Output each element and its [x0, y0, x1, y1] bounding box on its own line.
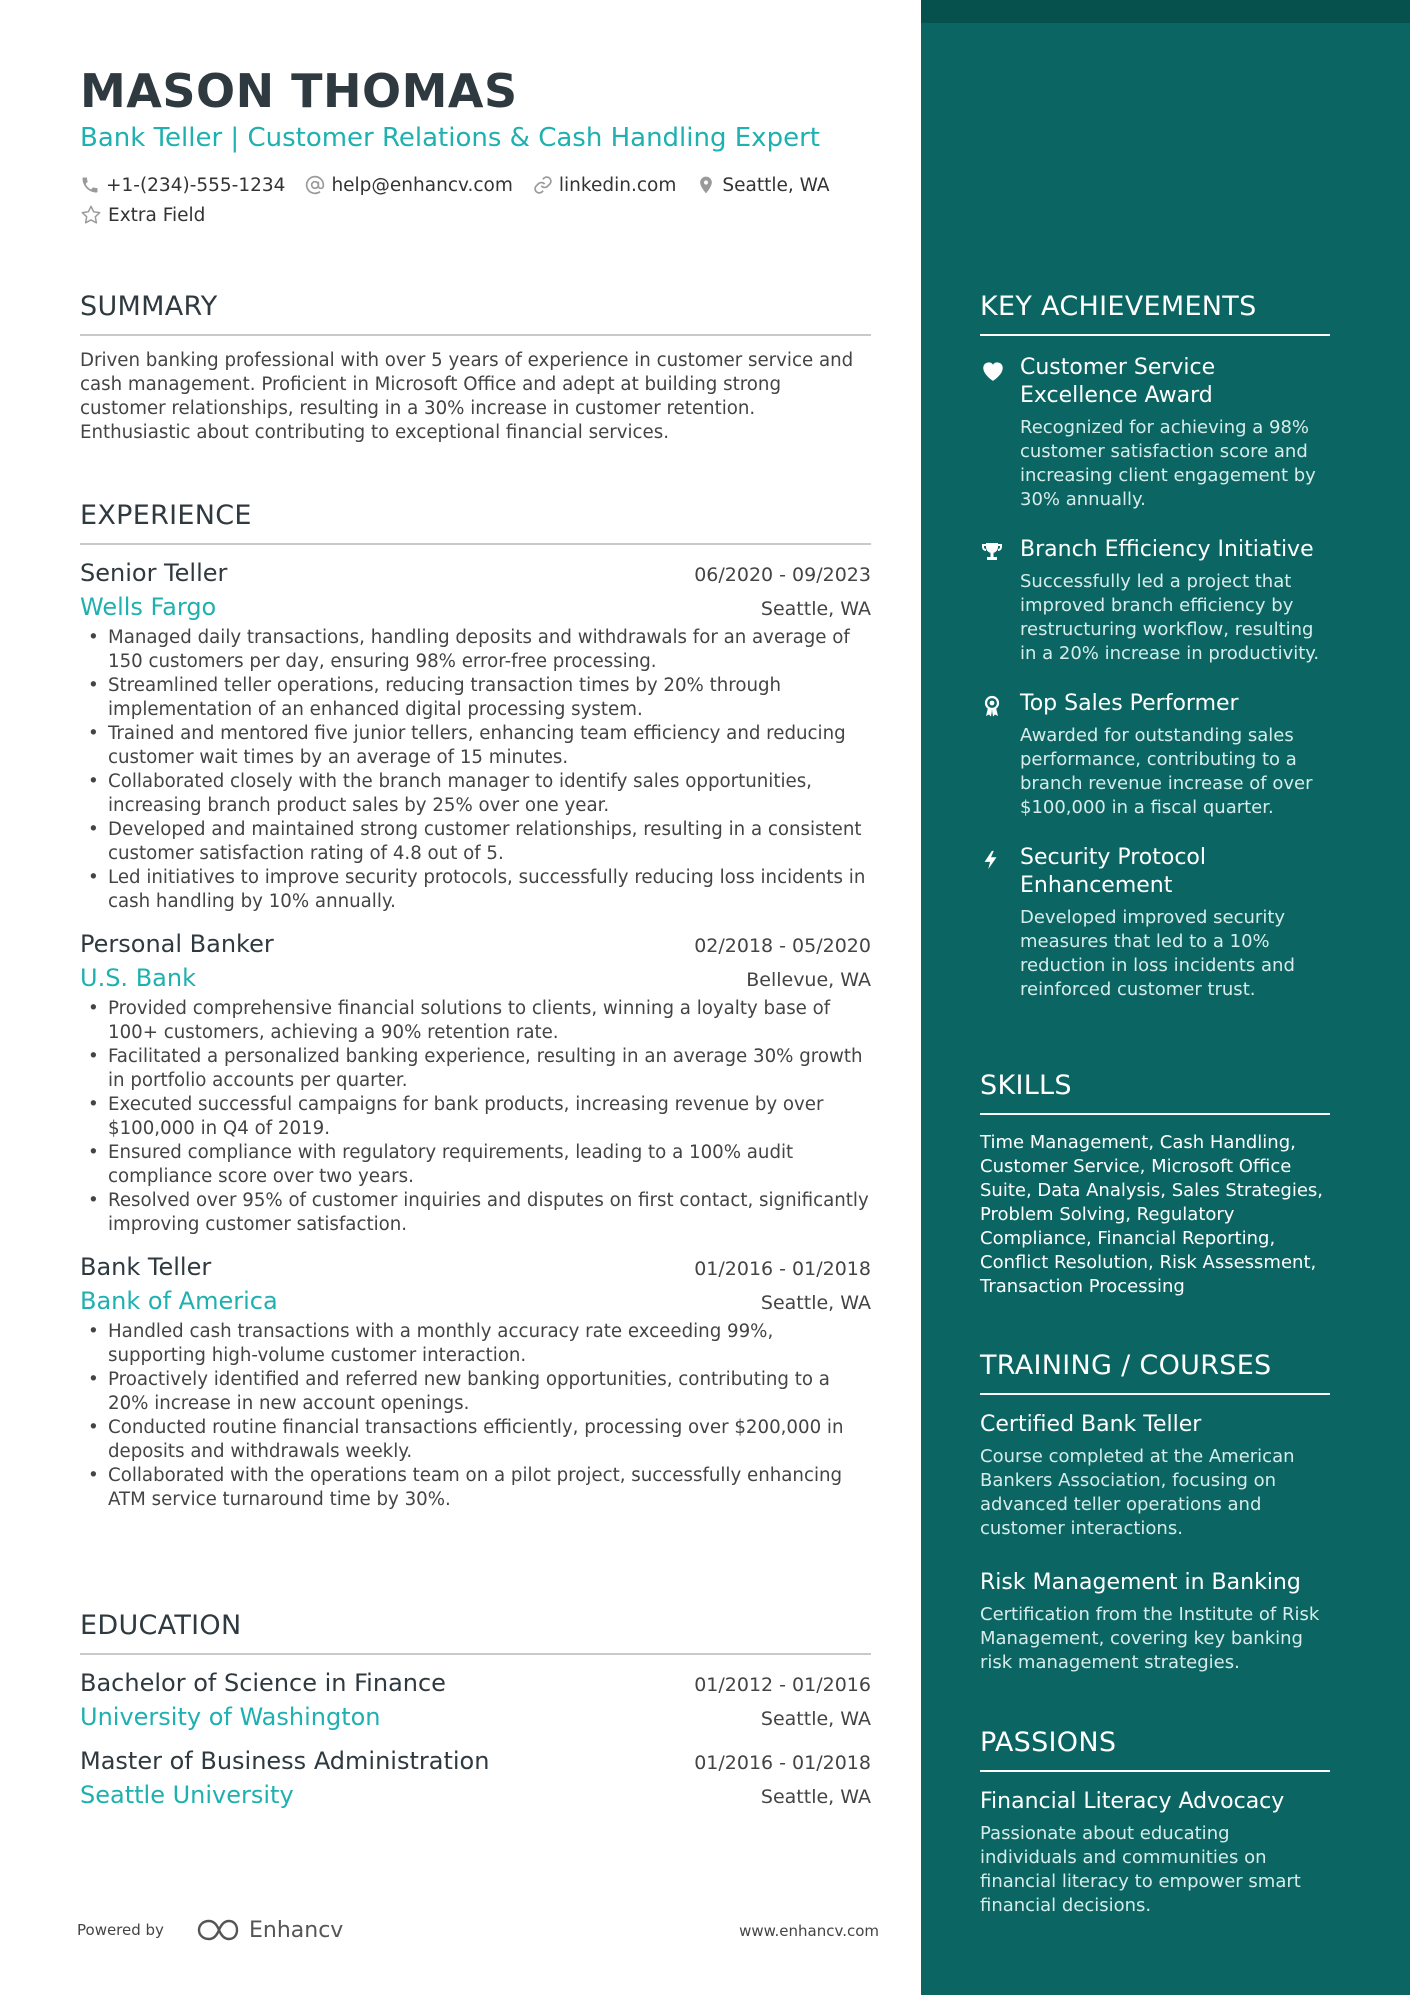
achievement-item: [980, 536, 1330, 666]
company-name[interactable]: Wells Fargo: [80, 593, 217, 621]
lightning-bolt-icon: [980, 848, 1002, 872]
education-location: Seattle, WA: [760, 1708, 871, 1730]
degree-title: Master of Business Administration: [80, 1747, 490, 1775]
passions-heading: PASSIONS: [980, 1727, 1117, 1758]
school-name[interactable]: University of Washington: [80, 1703, 381, 1731]
award-ribbon-icon: [980, 694, 1004, 718]
bullet-item: • Handled cash transactions with a monthly accuracy rate exceeding 99%, supporting high-volume customer interaction.: [80, 1320, 871, 1368]
summary-heading: SUMMARY: [80, 291, 218, 322]
achievement-title: Top Sales Performer: [1020, 691, 1239, 716]
company-name[interactable]: U.S. Bank: [80, 964, 196, 992]
enhancv-logo-icon: [195, 1917, 241, 1943]
bullet-item: • Conducted routine financial transactions efficiently, processing over $200,000 in deposits and withdrawals weekly.: [80, 1416, 871, 1464]
phone-icon: [80, 175, 100, 195]
achievement-item: [980, 354, 1330, 512]
course-title: Risk Management in Banking: [980, 1570, 1301, 1595]
education-dates: 01/2012 - 01/2016: [694, 1674, 871, 1696]
job-entry: [80, 559, 871, 914]
bullet-item: • Facilitated a personalized banking experience, resulting in an average 30% growth in portfolio accounts per quarter.: [80, 1045, 871, 1093]
star-icon: [80, 204, 102, 226]
section-divider: [980, 1113, 1330, 1115]
brand-name: Enhancv: [249, 1917, 344, 1943]
passion-desc: Passionate about educating individuals and communities on financial literacy to empower smart financial decisions.: [980, 1823, 1301, 1916]
course-desc: Course completed at the American Bankers Association, focusing on advanced teller operations and customer interactions.: [980, 1446, 1295, 1539]
section-divider: [80, 1653, 871, 1655]
job-title: Bank Teller: [80, 1253, 212, 1281]
experience-section: [80, 500, 871, 1512]
contact-link[interactable]: [533, 175, 676, 196]
course-item: [980, 1411, 1330, 1541]
location-pin-icon: [696, 175, 716, 195]
candidate-name: MASON THOMAS: [80, 64, 518, 118]
job-bullets: [80, 1320, 871, 1512]
job-dates: 06/2020 - 09/2023: [694, 564, 871, 586]
at-sign-icon: [305, 175, 325, 195]
job-bullets: [80, 997, 871, 1237]
education-entry: [80, 1669, 871, 1731]
course-item: [980, 1569, 1330, 1675]
training-section: [980, 1350, 1330, 1675]
school-name[interactable]: Seattle University: [80, 1781, 294, 1809]
bullet-item: • Provided comprehensive financial solutions to clients, winning a loyalty base of 100+ customers, achieving a 90% retention rate.: [80, 997, 871, 1045]
achievement-desc: Successfully led a project that improved branch efficiency by restructuring workflow, resulting in a 20% increase in productivity.: [1020, 571, 1320, 664]
achievement-title: Branch Efficiency Initiative: [1020, 537, 1314, 562]
job-entry: [80, 1253, 871, 1512]
powered-by-label: Powered by: [77, 1921, 164, 1939]
job-dates: 01/2016 - 01/2018: [694, 1258, 871, 1280]
bullet-item: • Resolved over 95% of customer inquiries and disputes on first contact, significantly improving customer satisfaction.: [80, 1189, 871, 1237]
job-title: Personal Banker: [80, 930, 274, 958]
trophy-icon: [980, 540, 1004, 564]
enhancv-logo[interactable]: [195, 1917, 343, 1943]
contact-info: [80, 172, 871, 232]
headline: Bank Teller | Customer Relations & Cash Handling Expert: [80, 123, 820, 153]
passion-title: Financial Literacy Advocacy: [980, 1789, 1285, 1814]
course-title: Certified Bank Teller: [980, 1412, 1202, 1437]
section-divider: [980, 334, 1330, 336]
training-heading: TRAINING / COURSES: [980, 1350, 1272, 1381]
skills-section: [980, 1070, 1330, 1299]
section-divider: [80, 334, 871, 336]
link-icon: [533, 175, 553, 195]
section-divider: [980, 1393, 1330, 1395]
extra-field-text: Extra Field: [108, 204, 206, 226]
section-divider: [80, 543, 871, 545]
sidebar: [921, 0, 1410, 1995]
job-location: Seattle, WA: [760, 1292, 871, 1314]
achievement-desc: Developed improved security measures that led to a 10% reduction in loss incidents and reinforced customer trust.: [1020, 907, 1295, 1000]
bullet-item: • Developed and maintained strong customer relationships, resulting in a consistent customer satisfaction rating of 4.8 out of 5.: [80, 818, 871, 866]
job-bullets: [80, 626, 871, 914]
bullet-item: • Collaborated with the operations team on a pilot project, successfully enhancing ATM service turnaround time by 30%.: [80, 1464, 871, 1512]
bullet-item: • Proactively identified and referred new banking opportunities, contributing to a 20% increase in new account openings.: [80, 1368, 871, 1416]
job-location: Seattle, WA: [760, 598, 871, 620]
skills-heading: SKILLS: [980, 1070, 1072, 1101]
education-entry: [80, 1747, 871, 1809]
passion-item: [980, 1788, 1330, 1918]
education-section: [80, 1610, 871, 1809]
achievements-heading: KEY ACHIEVEMENTS: [980, 291, 1257, 322]
education-heading: EDUCATION: [80, 1610, 242, 1641]
bullet-item: • Ensured compliance with regulatory requirements, leading to a 100% audit compliance score over two years.: [80, 1141, 871, 1189]
footer: [77, 1917, 879, 1947]
section-divider: [980, 1770, 1330, 1772]
summary-text: Driven banking professional with over 5 years of experience in customer service and cash management. Proficient in Microsoft Office and adept at building strong customer relationships, resulting in a 30% increase in customer retention. Enthusiastic about contributing to exceptional financial services.: [80, 350, 854, 443]
experience-heading: EXPERIENCE: [80, 500, 252, 531]
job-entry: [80, 930, 871, 1237]
bullet-item: • Streamlined teller operations, reducing transaction times by 20% through implementation of an enhanced digital processing system.: [80, 674, 871, 722]
contact-phone[interactable]: [80, 175, 285, 196]
email-text: help@enhancv.com: [331, 174, 513, 196]
contact-location: [696, 175, 829, 196]
link-text: linkedin.com: [558, 174, 677, 196]
location-text: Seattle, WA: [722, 174, 830, 196]
contact-extra: [80, 204, 205, 226]
website-link[interactable]: www.enhancv.com: [739, 1922, 879, 1940]
job-dates: 02/2018 - 05/2020: [694, 935, 871, 957]
course-desc: Certification from the Institute of Risk Management, covering key banking risk management strategies.: [980, 1604, 1320, 1673]
bullet-item: • Managed daily transactions, handling deposits and withdrawals for an average of 150 customers per day, ensuring 98% error-free processing.: [80, 626, 871, 674]
job-title: Senior Teller: [80, 559, 228, 587]
achievement-desc: Awarded for outstanding sales performance, contributing to a branch revenue increase of over $100,000 in a fiscal quarter.: [1020, 725, 1313, 818]
achievements-section: [980, 291, 1330, 1002]
summary-section: [80, 291, 871, 445]
achievement-desc: Recognized for achieving a 98% customer satisfaction score and increasing client engagement by 30% annually.: [1020, 417, 1316, 510]
job-location: Bellevue, WA: [746, 969, 871, 991]
bullet-item: • Led initiatives to improve security protocols, successfully reducing loss incidents in cash handling by 10% annually.: [80, 866, 871, 914]
achievement-item: [980, 844, 1330, 1002]
skills-list: Time Management, Cash Handling, Customer Service, Microsoft Office Suite, Data Analysis, Sales Strategies, Problem Solving, Regulatory Compliance, Financial Reporting, Conflict Resolution, Risk Assessment, Transaction Processing: [980, 1132, 1323, 1297]
bullet-item: • Trained and mentored five junior tellers, enhancing team efficiency and reducing customer wait times by an average of 15 minutes.: [80, 722, 871, 770]
passions-section: [980, 1727, 1330, 1918]
heart-icon: [980, 358, 1006, 382]
degree-title: Bachelor of Science in Finance: [80, 1669, 446, 1697]
education-dates: 01/2016 - 01/2018: [694, 1752, 871, 1774]
sidebar-top-band: [921, 0, 1410, 23]
education-location: Seattle, WA: [760, 1786, 871, 1808]
achievement-title: Security Protocol Enhancement: [1020, 845, 1206, 898]
achievement-item: [980, 690, 1330, 820]
company-name[interactable]: Bank of America: [80, 1287, 278, 1315]
bullet-item: • Executed successful campaigns for bank products, increasing revenue by over $100,000 in Q4 of 2019.: [80, 1093, 871, 1141]
contact-email[interactable]: [305, 175, 512, 196]
bullet-item: • Collaborated closely with the branch manager to identify sales opportunities, increasing branch product sales by 25% over one year.: [80, 770, 871, 818]
achievement-title: Customer Service Excellence Award: [1020, 355, 1216, 408]
phone-text: +1-(234)-555-1234: [106, 174, 286, 196]
